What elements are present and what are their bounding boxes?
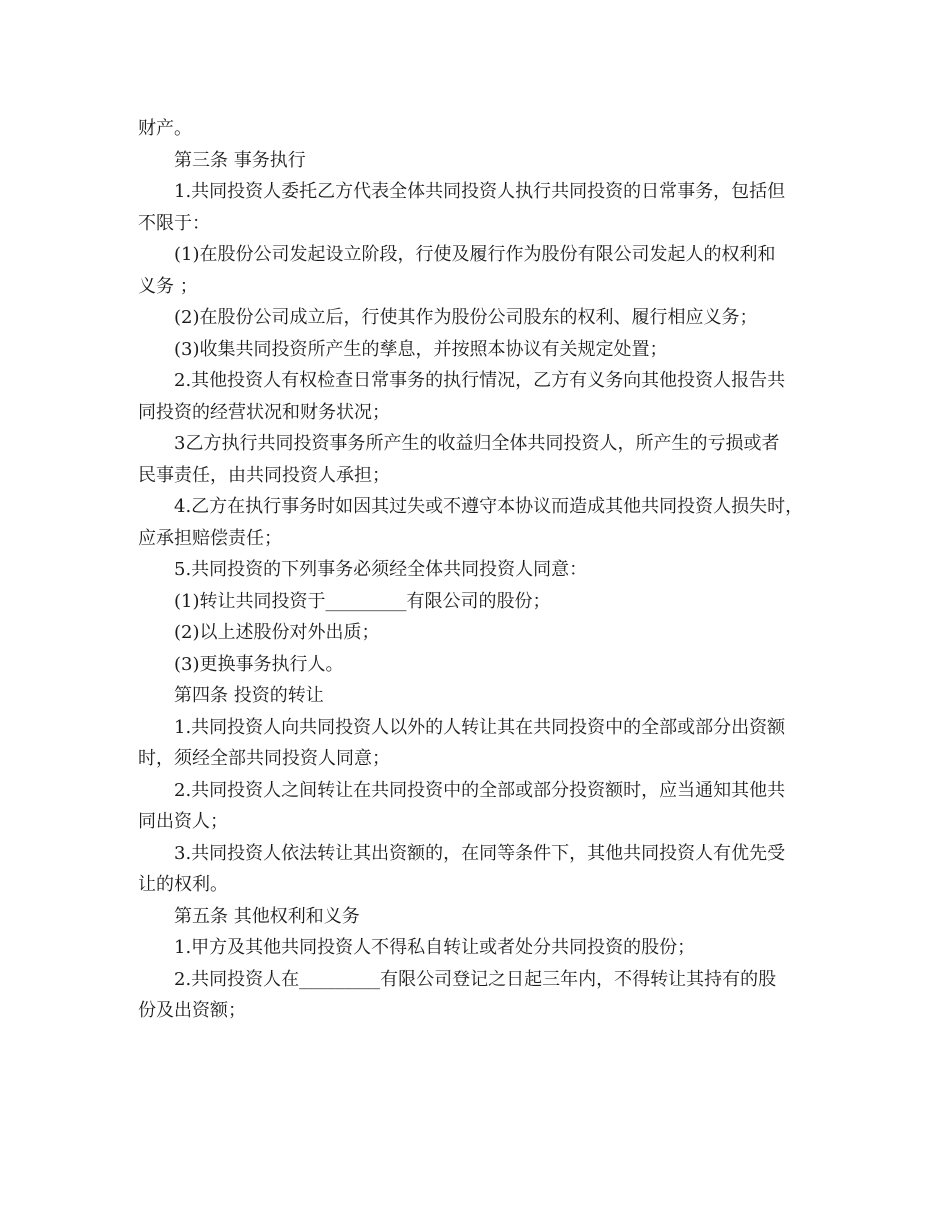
document-body xyxy=(138,113,816,1027)
text-line: (3)收集共同投资所产生的孳息，并按照本协议有关规定处置； xyxy=(174,338,668,360)
text-line: 2.共同投资人在_________有限公司登记之日起三年内，不得转让其持有的股 xyxy=(174,968,777,990)
text-line: 民事责任，由共同投资人承担； xyxy=(138,464,390,486)
text-line: (1)在股份公司发起设立阶段，行使及履行作为股份有限公司发起人的权利和 xyxy=(174,244,776,265)
text-line: 1.甲方及其他共同投资人不得私自转让或者处分共同投资的股份； xyxy=(174,937,696,958)
text-line: (2)在股份公司成立后，行使其作为股份公司股东的权利、履行相应义务； xyxy=(174,307,758,328)
article-3-heading: 第三条 事务执行 xyxy=(174,149,306,171)
text-line: 财产。 xyxy=(138,118,192,139)
text-line: 应承担赔偿责任； xyxy=(138,527,282,549)
text-line: 不限于： xyxy=(138,212,210,234)
text-line: 4.乙方在执行事务时如因其过失或不遵守本协议而造成其他共同投资人损失时， xyxy=(174,496,804,517)
text-line: (2)以上述股份对外出质； xyxy=(174,622,380,643)
text-line: 同出资人； xyxy=(138,811,228,832)
text-line: 1.共同投资人向共同投资人以外的人转让其在共同投资中的全部或部分出资额 xyxy=(174,716,786,738)
text-line: 5.共同投资的下列事务必须经全体共同投资人同意： xyxy=(174,559,588,580)
text-line: 2.共同投资人之间转让在共同投资中的全部或部分投资额时，应当通知其他共 xyxy=(174,779,786,801)
text-line: (3)更换事务执行人。 xyxy=(174,653,344,675)
text-line: (1)转让共同投资于_________有限公司的股份； xyxy=(174,590,551,612)
text-line: 同投资的经营状况和财务状况； xyxy=(138,401,390,423)
text-line: 时，须经全部共同投资人同意； xyxy=(138,748,390,769)
text-line: 2.其他投资人有权检查日常事务的执行情况，乙方有义务向其他投资人报告共 xyxy=(174,370,786,391)
article-5-heading: 第五条 其他权利和义务 xyxy=(174,905,360,927)
text-line: 义务 ； xyxy=(138,275,198,297)
text-line: 3.共同投资人依法转让其出资额的，在同等条件下，其他共同投资人有优先受 xyxy=(174,842,786,864)
text-line: 让的权利。 xyxy=(138,874,228,895)
text-line: 1.共同投资人委托乙方代表全体共同投资人执行共同投资的日常事务，包括但 xyxy=(174,181,786,202)
text-line: 3乙方执行共同投资事务所产生的收益归全体共同投资人，所产生的亏损或者 xyxy=(174,433,780,454)
text-line: 份及出资额； xyxy=(138,1000,246,1021)
article-4-heading: 第四条 投资的转让 xyxy=(174,685,324,706)
